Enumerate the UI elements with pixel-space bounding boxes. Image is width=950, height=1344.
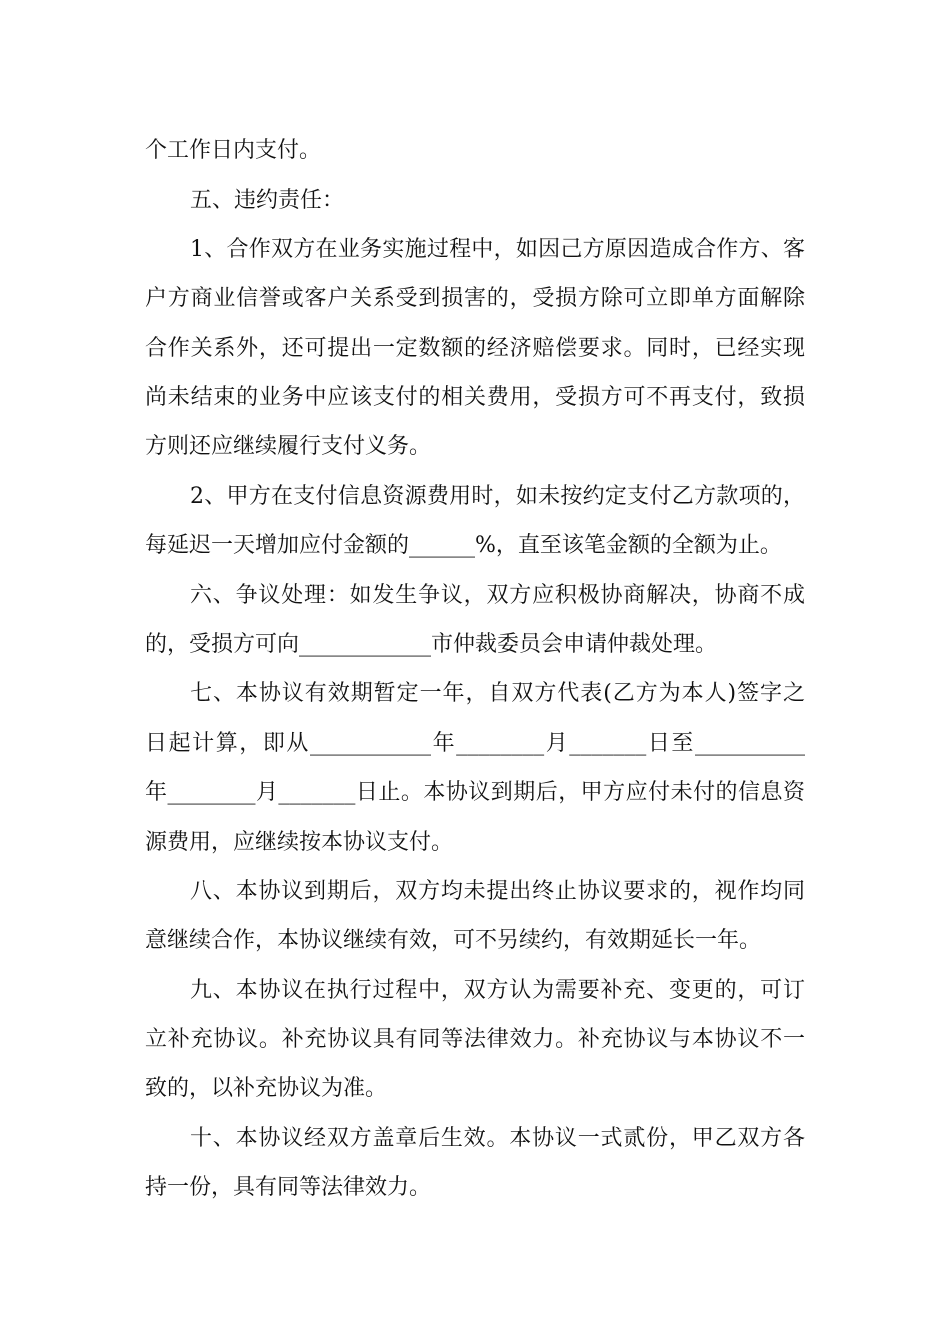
text-line: 年________月_______日止。本协议到期后，甲方应付未付的信息资 bbox=[145, 780, 805, 805]
section-heading: 八、本协议到期后，双方均未提出终止协议要求的，视作均同 bbox=[190, 879, 805, 904]
section-heading: 七、本协议有效期暂定一年，自双方代表(乙方为本人)签字之 bbox=[190, 681, 805, 706]
text-line: 致的，以补充协议为准。 bbox=[145, 1076, 388, 1101]
text-line: 源费用，应继续按本协议支付。 bbox=[145, 830, 454, 855]
text-line: 日起计算，即从___________年________月_______日至__________ bbox=[145, 731, 805, 756]
text-line: 意继续合作，本协议继续有效，可不另续约，有效期延长一年。 bbox=[145, 928, 762, 953]
text-line: 合作关系外，还可提出一定数额的经济赔偿要求。同时，已经实现 bbox=[145, 336, 805, 361]
text-line: 方则还应继续履行支付义务。 bbox=[145, 434, 432, 459]
text-line: 持一份，具有同等法律效力。 bbox=[145, 1175, 432, 1200]
text-line: 个工作日内支付。 bbox=[145, 138, 322, 163]
section-heading: 六、争议处理：如发生争议，双方应积极协商解决，协商不成 bbox=[190, 583, 805, 608]
text-line: 1、合作双方在业务实施过程中，如因己方原因造成合作方、客 bbox=[190, 237, 805, 262]
text-line: 的，受损方可向____________市仲裁委员会申请仲裁处理。 bbox=[145, 632, 718, 657]
text-line: 户方商业信誉或客户关系受到损害的，受损方除可立即单方面解除 bbox=[145, 286, 805, 311]
section-heading: 五、违约责任： bbox=[190, 188, 345, 213]
text-line: 尚未结束的业务中应该支付的相关费用，受损方可不再支付，致损 bbox=[145, 385, 805, 410]
text-line: 2、甲方在支付信息资源费用时，如未按约定支付乙方款项的， bbox=[190, 484, 805, 509]
text-line: 每延迟一天增加应付金额的______%，直至该笔金额的全额为止。 bbox=[145, 533, 782, 558]
text-line: 立补充协议。补充协议具有同等法律效力。补充协议与本协议不一 bbox=[145, 1027, 805, 1052]
section-heading: 十、本协议经双方盖章后生效。本协议一式贰份，甲乙双方各 bbox=[190, 1126, 805, 1151]
section-heading: 九、本协议在执行过程中，双方认为需要补充、变更的，可订 bbox=[190, 978, 805, 1003]
